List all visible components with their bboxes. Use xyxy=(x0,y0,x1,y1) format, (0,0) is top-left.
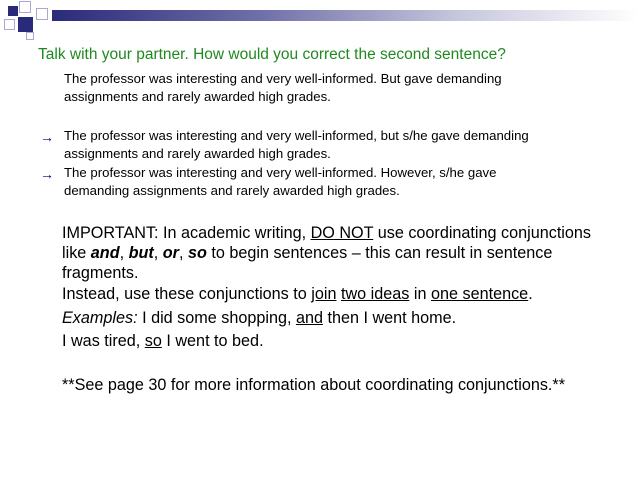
instead-in: in xyxy=(409,285,431,303)
tired-so-emphasis: so xyxy=(144,332,162,350)
correction-line: The professor was interesting and very well-informed, but s/he gave demanding xyxy=(64,128,529,143)
important-text: use coordinating conjunctions like xyxy=(62,224,592,262)
separator: , xyxy=(153,244,163,262)
example-and-emphasis: and xyxy=(295,309,323,327)
one-sentence-emphasis: one sentence xyxy=(430,285,529,303)
arrow-right-icon: → xyxy=(40,166,54,182)
arrow-right-icon: → xyxy=(40,129,54,145)
instead-lead: Instead, use these conjunctions to xyxy=(62,285,312,303)
original-sentence-line: assignments and rarely awarded high grades. xyxy=(64,89,331,104)
tired-text: I went to bed. xyxy=(161,332,264,350)
separator: , xyxy=(178,244,188,262)
conjunction-or: or xyxy=(162,244,179,262)
instead-note xyxy=(62,284,608,304)
separator: , xyxy=(119,244,129,262)
tired-text: I was tired, xyxy=(62,332,145,350)
original-sentence xyxy=(64,70,584,106)
example-text: then I went home. xyxy=(322,309,457,327)
correction-line: assignments and rarely awarded high grades. xyxy=(64,146,331,161)
correction-line: demanding assignments and rarely awarded high grades. xyxy=(64,183,400,198)
examples-label: Examples: xyxy=(62,309,138,327)
examples-line xyxy=(62,308,608,328)
slide-title: Talk with your partner. How would you correct the second sentence? xyxy=(38,46,506,63)
correction-one xyxy=(64,127,584,163)
join-emphasis: join xyxy=(311,285,337,303)
see-page-note: **See page 30 for more information about coordinating conjunctions.** xyxy=(62,376,566,394)
example-text: I did some shopping, xyxy=(137,309,296,327)
important-tail: to begin sentences – this can result in sentence fragments. xyxy=(62,244,553,282)
original-sentence-line: The professor was interesting and very well-informed. But gave demanding xyxy=(64,71,502,86)
correction-line: The professor was interesting and very well-informed. However, s/he gave xyxy=(64,165,497,180)
tired-line xyxy=(62,331,608,351)
conjunction-so: so xyxy=(187,244,207,262)
correction-two xyxy=(64,164,584,200)
do-not-emphasis: DO NOT xyxy=(310,224,374,242)
important-note xyxy=(62,223,608,283)
conjunction-but: but xyxy=(128,244,154,262)
instead-period: . xyxy=(528,285,533,303)
conjunction-and: and xyxy=(90,244,120,262)
important-lead: IMPORTANT: In academic writing, xyxy=(62,224,311,242)
two-ideas-emphasis: two ideas xyxy=(340,285,410,303)
